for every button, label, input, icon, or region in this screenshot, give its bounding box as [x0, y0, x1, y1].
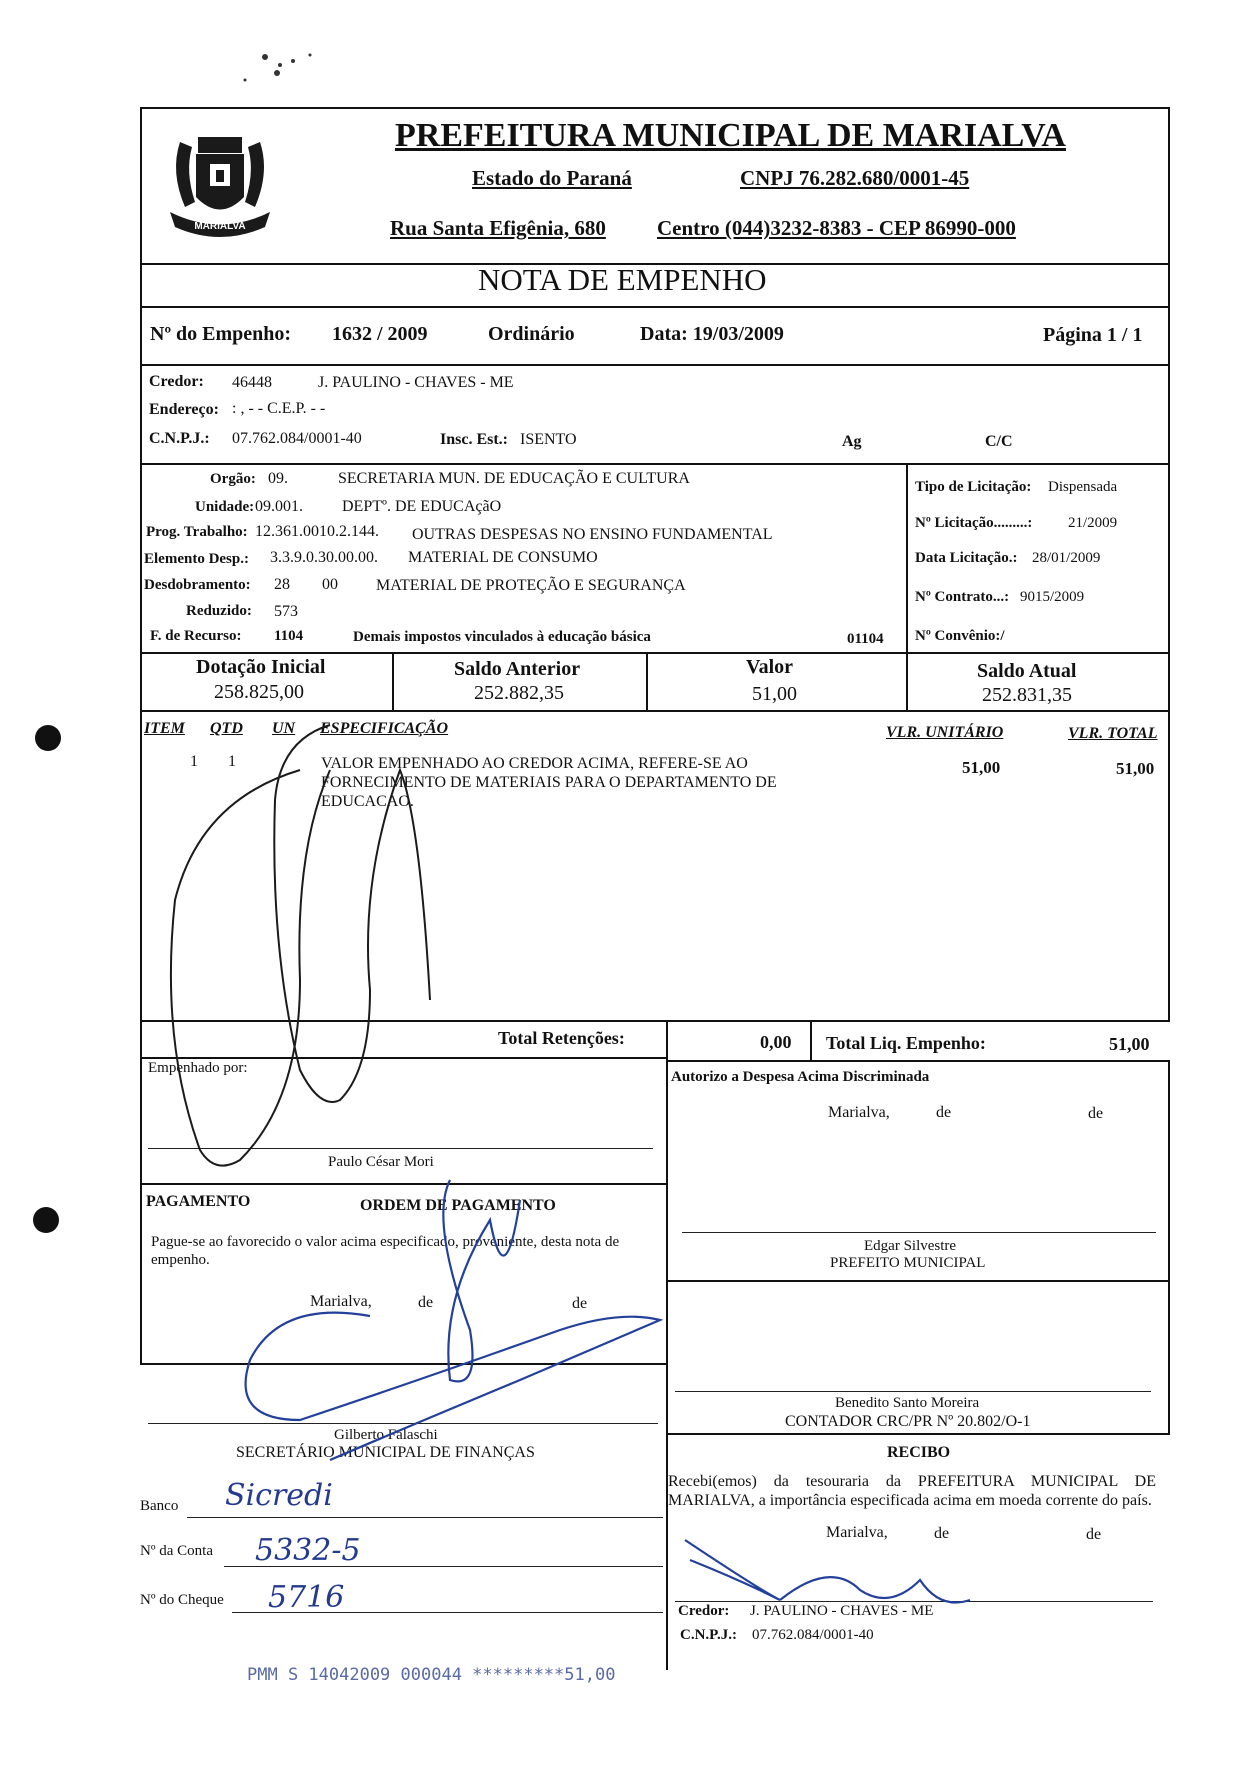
pagamento-signature-line [148, 1423, 658, 1424]
pagamento-bottom [140, 1363, 668, 1365]
liq-label: Total Liq. Empenho: [826, 1033, 986, 1053]
scan-speck [235, 45, 335, 105]
licitacao-tipo-value: Dispensada [1048, 479, 1118, 495]
punch-hole-top [35, 725, 61, 751]
insc-value: ISENTO [520, 431, 577, 448]
ordem-pagamento-label: ORDEM DE PAGAMENTO [360, 1197, 556, 1214]
lower-right-border [1168, 1060, 1170, 1435]
autorizo-de-2: de [1088, 1105, 1104, 1122]
contador-bottom [666, 1433, 1170, 1435]
financas-signature [246, 1313, 660, 1460]
lower-left-border [140, 1020, 142, 1365]
valor-value: 51,00 [752, 683, 797, 705]
item-total-value: 51,00 [1116, 759, 1155, 778]
empenhado-name: Paulo César Mori [328, 1154, 434, 1170]
saldo-atual-value: 252.831,35 [982, 684, 1072, 706]
autorizo-label: Autorizo a Despesa Acima Discriminada [671, 1069, 930, 1085]
cheque-label: Nº do Cheque [140, 1592, 224, 1608]
endereco-label: Endereço: [149, 401, 219, 418]
totals-divider-1 [392, 652, 394, 712]
credor-cnpj: 07.762.084/0001-40 [232, 430, 362, 447]
unidade-name: DEPTº. DE EDUCAçãO [342, 498, 502, 515]
total-header: VLR. TOTAL [1068, 725, 1158, 742]
saldo-anterior-label: Saldo Anterior [454, 658, 581, 680]
recibo-signature-line [675, 1601, 1153, 1602]
recibo-de-2: de [1086, 1526, 1102, 1543]
pagamento-de-1: de [418, 1294, 434, 1311]
un-header: UN [272, 720, 296, 737]
cnpj-label: C.N.P.J.: [149, 430, 210, 447]
unidade-label: Unidade: [195, 499, 255, 515]
pagamento-city: Marialva, [310, 1293, 372, 1310]
licitacao-tipo-label: Tipo de Licitação: [915, 479, 1032, 495]
retencoes-top [140, 1020, 1170, 1022]
contador-name: Benedito Santo Moreira [835, 1395, 980, 1411]
retencoes-label: Total Retenções: [498, 1028, 625, 1048]
autorizo-city: Marialva, [828, 1104, 890, 1121]
credor-name: J. PAULINO - CHAVES - ME [318, 374, 514, 391]
orgao-name: SECRETARIA MUN. DE EDUCAÇÃO E CULTURA [338, 470, 690, 487]
conta-label: Nº da Conta [140, 1543, 213, 1559]
retencoes-divider-2 [810, 1020, 812, 1060]
pagamento-label: PAGAMENTO [146, 1193, 251, 1210]
cc-label: C/C [985, 433, 1013, 450]
prog-name: OUTRAS DESPESAS NO ENSINO FUNDAMENTAL [412, 526, 773, 543]
qtd-header: QTD [210, 720, 243, 737]
recibo-text: Recebi(emos) da tesouraria da PREFEITURA MUNICIPAL DE MARIALVA, a importância especificada acima em moeda corrente do país. [668, 1473, 1156, 1509]
payment-stamp: PMM S 14042009 000044 *********51,00 [247, 1665, 616, 1685]
org-address: Rua Santa Efigênia, 680 [390, 216, 606, 240]
item-unit-value: 51,00 [962, 758, 1001, 777]
orgao-code: 09. [268, 470, 288, 487]
svg-text:MARIALVA: MARIALVA [194, 221, 246, 232]
item-description-line-1: VALOR EMPENHADO AO CREDOR ACIMA, REFERE-SE AO [321, 755, 748, 772]
org-address-rest: Centro (044)3232-8383 - CEP 86990-000 [657, 216, 1016, 240]
valor-label: Valor [746, 656, 794, 678]
recibo-credor-label: Credor: [678, 1603, 730, 1619]
licitacao-num-label: Nº Licitação.........: [915, 515, 1033, 531]
elem-name: MATERIAL DE CONSUMO [408, 549, 598, 566]
ag-label: Ag [842, 433, 862, 450]
doc-title: NOTA DE EMPENHO [478, 262, 767, 297]
autorizo-bottom [666, 1280, 1170, 1282]
fonte-name: Demais impostos vinculados à educação básica [353, 629, 651, 645]
insc-label: Insc. Est.: [440, 431, 509, 448]
reduzido-label: Reduzido: [186, 603, 252, 619]
fonte-label: F. de Recurso: [150, 628, 242, 644]
reduzido-code: 573 [274, 603, 298, 620]
totals-divider-3 [906, 652, 908, 712]
credor-label: Credor: [149, 373, 204, 390]
banco-handwritten: Sicredi [225, 1478, 333, 1513]
desd-name: MATERIAL DE PROTEÇÃO E SEGURANÇA [376, 577, 686, 594]
empenhado-bottom [140, 1183, 668, 1185]
item-description-line-2: FORNECIMENTO DE MATERIAIS PARA O DEPARTAMENTO DE [321, 774, 777, 791]
empenho-number: 1632 / 2009 [332, 323, 428, 345]
elem-code: 3.3.9.0.30.00.00. [270, 549, 378, 566]
recibo-city: Marialva, [826, 1524, 888, 1541]
item-description-line-3: EDUCACAO. [321, 793, 414, 810]
empenho-date: Data: 19/03/2009 [640, 323, 784, 345]
liq-value: 51,00 [1109, 1034, 1150, 1054]
desd-code: 28 [274, 576, 290, 593]
financas-title: SECRETÁRIO MUNICIPAL DE FINANÇAS [236, 1444, 535, 1461]
banco-label: Banco [140, 1498, 179, 1514]
financas-name: Gilberto Falaschi [334, 1427, 438, 1443]
prefeito-title: PREFEITO MUNICIPAL [830, 1255, 986, 1271]
empenho-number-label: Nº do Empenho: [150, 323, 292, 345]
contador-title: CONTADOR CRC/PR Nº 20.802/O-1 [785, 1413, 1031, 1430]
unit-header: VLR. UNITÁRIO [886, 724, 1004, 741]
prefeito-name: Edgar Silvestre [864, 1238, 957, 1254]
cheque-handwritten: 5716 [268, 1580, 345, 1615]
coat-of-arms-icon [150, 112, 290, 252]
conta-handwritten: 5332-5 [255, 1533, 361, 1568]
recibo-title: RECIBO [887, 1444, 951, 1461]
fonte-code: 1104 [274, 628, 304, 644]
org-name: PREFEITURA MUNICIPAL DE MARIALVA [395, 117, 1066, 154]
unidade-code: 09.001. [255, 498, 303, 515]
items-right-border [1168, 712, 1170, 1022]
item-number: 1 [190, 753, 198, 770]
prog-code: 12.361.0010.2.144. [255, 523, 379, 540]
banco-line [187, 1517, 663, 1518]
contrato-label: Nº Contrato...: [915, 589, 1010, 605]
recibo-cnpj-label: C.N.P.J.: [680, 1627, 737, 1643]
punch-hole-bottom [33, 1207, 59, 1233]
dotacao-label: Dotação Inicial [196, 656, 326, 678]
recibo-signature [685, 1540, 970, 1603]
elem-label: Elemento Desp.: [144, 551, 249, 567]
budget-divider [906, 463, 908, 654]
licitacao-data-label: Data Licitação.: [915, 550, 1018, 566]
org-cnpj: CNPJ 76.282.680/0001-45 [740, 166, 970, 190]
empenho-type: Ordinário [488, 323, 575, 345]
retencoes-divider-1 [666, 1020, 668, 1060]
recibo-credor-name: J. PAULINO - CHAVES - ME [750, 1603, 934, 1619]
autorizo-signature-line [682, 1232, 1156, 1233]
recibo-cnpj: 07.762.084/0001-40 [752, 1627, 874, 1643]
dotacao-value: 258.825,00 [214, 681, 304, 703]
recibo-de-1: de [934, 1525, 950, 1542]
item-header: ITEM [144, 720, 185, 737]
fonte-ref: 01104 [847, 631, 884, 647]
espec-header: ESPECIFICAÇÃO [320, 720, 449, 737]
pagamento-text: Pague-se ao favorecido o valor acima especificado, proveniente, desta nota de empenho. [151, 1234, 620, 1268]
pagamento-de-2: de [572, 1295, 588, 1312]
totals-divider-2 [646, 652, 648, 712]
autorizo-de-1: de [936, 1104, 952, 1121]
licitacao-data-value: 28/01/2009 [1032, 550, 1101, 566]
saldo-atual-label: Saldo Atual [977, 660, 1077, 682]
convenio-label: Nº Convênio:/ [915, 628, 1005, 644]
state-name: Estado do Paraná [472, 166, 632, 190]
saldo-anterior-value: 252.882,35 [474, 682, 564, 704]
retencoes-bottom [140, 1057, 668, 1059]
prog-label: Prog. Trabalho: [146, 524, 248, 540]
credor-code: 46448 [232, 374, 272, 391]
desd-label: Desdobramento: [144, 577, 251, 593]
desd-sub: 00 [322, 576, 338, 593]
item-qtd: 1 [228, 753, 236, 770]
endereco-value: : , - - C.E.P. - - [232, 400, 326, 417]
empenhado-signature-line [148, 1148, 653, 1149]
contador-signature-line [675, 1391, 1151, 1392]
orgao-label: Orgão: [210, 471, 256, 487]
licitacao-num-value: 21/2009 [1068, 515, 1118, 531]
liq-bottom [666, 1060, 1170, 1062]
empenhado-label: Empenhado por: [148, 1060, 248, 1076]
retencoes-value: 0,00 [760, 1032, 792, 1052]
signature-loop-left [171, 770, 330, 1166]
contrato-value: 9015/2009 [1020, 589, 1085, 605]
items-left-border [140, 712, 142, 1022]
empenho-page: Página 1 / 1 [1043, 324, 1143, 346]
